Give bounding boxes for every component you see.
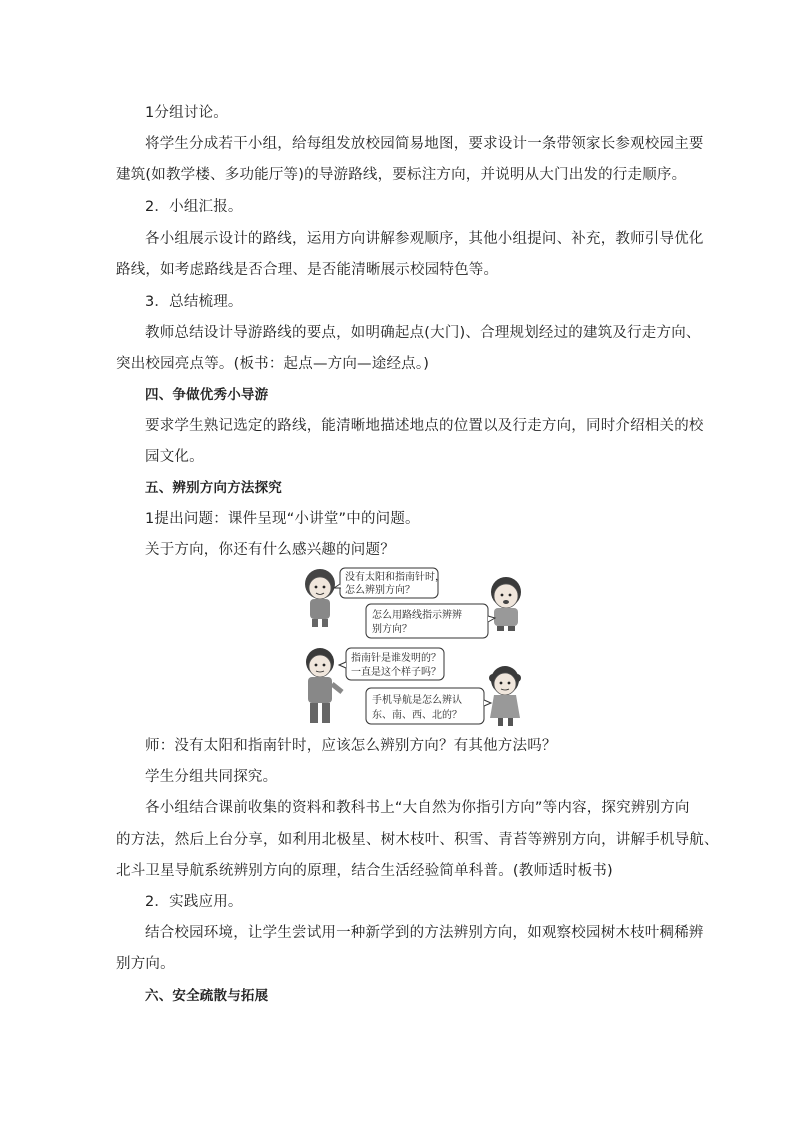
paragraph-line: 教师总结设计导游路线的要点，如明确起点(大门)、合理规划经过的建筑及行走方向、 — [145, 325, 701, 341]
paragraph-line: 园文化。 — [145, 449, 204, 465]
boy-pointing-icon — [306, 648, 342, 723]
section-title-summary: 3．总结梳理。 — [145, 294, 243, 310]
speech-bubble-4 — [366, 688, 491, 724]
bubble-4-line-2: 东、南、西、北的？ — [372, 710, 462, 721]
bubble-2-line-2: 别方向？ — [372, 624, 412, 635]
paragraph-line: 建筑(如教学楼、多功能厅等)的导游路线，要标注方向，并说明从大门出发的行走顺序。 — [116, 167, 687, 183]
question-intro: 1提出问题：课件呈现“小讲堂”中的问题。 — [145, 511, 420, 527]
bubble-1-line-2: 怎么辨别方向？ — [345, 585, 415, 596]
section-title-group-discussion: 1分组讨论。 — [145, 105, 228, 121]
bubble-3-line-2: 一直是这个样子吗？ — [351, 667, 441, 678]
paragraph-line: 将学生分成若干小组，给每组发放校园简易地图，要求设计一条带领家长参观校园主要 — [145, 136, 704, 152]
bubble-3-line-1: 指南针是谁发明的？ — [351, 653, 441, 664]
paragraph-line: 各小组展示设计的路线，运用方向讲解参观顺序，其他小组提问、补充，教师引导优化 — [145, 231, 704, 247]
speech-bubble-3 — [339, 648, 444, 680]
paragraph-line: 路线，如考虑路线是否合理、是否能清晰展示校园特色等。 — [116, 262, 499, 278]
boy-character-icon — [491, 577, 521, 631]
children-questions-illustration — [298, 566, 530, 728]
heading-section-six: 六、安全疏散与拓展 — [145, 988, 269, 1004]
paragraph-line: 别方向。 — [116, 956, 175, 972]
bubble-1-line-1: 没有太阳和指南针时， — [345, 572, 445, 583]
teacher-question: 师：没有太阳和指南针时，应该怎么辨别方向？有其他方法吗？ — [145, 738, 557, 754]
bubble-4-line-1: 手机导航是怎么辨认 — [372, 695, 462, 706]
heading-section-four: 四、争做优秀小导游 — [145, 387, 269, 403]
paragraph-line: 结合校园环境，让学生尝试用一种新学到的方法辨别方向，如观察校园树木枝叶稠稀辨 — [145, 925, 704, 941]
paragraph-line: 各小组结合课前收集的资料和教科书上“大自然为你指引方向”等内容，探究辨别方向 — [145, 800, 690, 816]
student-activity: 学生分组共同探究。 — [145, 769, 278, 785]
heading-section-five: 五、辨别方向方法探究 — [145, 480, 282, 496]
question-prompt: 关于方向，你还有什么感兴趣的问题？ — [145, 542, 395, 558]
paragraph-line: 突出校园亮点等。(板书：起点—方向—途经点。) — [116, 356, 430, 372]
paragraph-line: 北斗卫星导航系统辨别方向的原理，结合生活经验简单科普。(教师适时板书) — [116, 863, 613, 879]
speech-bubble-2 — [366, 604, 495, 638]
section-title-group-report: 2．小组汇报。 — [145, 199, 243, 215]
section-title-practice: 2．实践应用。 — [145, 894, 243, 910]
paragraph-line: 要求学生熟记选定的路线，能清晰地描述地点的位置以及行走方向，同时介绍相关的校 — [145, 418, 704, 434]
girl-character-icon — [305, 569, 335, 627]
girl-with-pigtails-icon — [489, 666, 521, 726]
bubble-2-line-1: 怎么用路线指示辨辨 — [372, 610, 462, 621]
paragraph-line: 的方法，然后上台分享，如利用北极星、树木枝叶、积雪、青苔等辨别方向，讲解手机导航、 — [116, 832, 719, 848]
speech-bubble-1 — [334, 568, 445, 598]
illustration-svg — [298, 566, 530, 728]
